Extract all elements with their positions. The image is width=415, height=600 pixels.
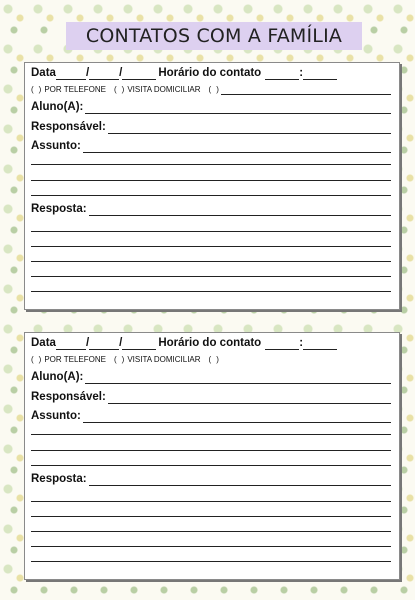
student-row bbox=[31, 101, 391, 114]
guardian-row bbox=[31, 391, 391, 404]
checkbox-close: ) bbox=[216, 355, 219, 364]
subject-line[interactable] bbox=[31, 164, 391, 165]
time-minute-field[interactable] bbox=[303, 339, 337, 350]
answer-line[interactable] bbox=[31, 561, 391, 562]
time-separator: : bbox=[299, 337, 304, 349]
subject-label: Assunto: bbox=[31, 410, 81, 422]
contact-type-row bbox=[31, 355, 391, 365]
guardian-field[interactable] bbox=[108, 393, 391, 404]
student-field[interactable] bbox=[85, 103, 391, 114]
contact-form-card-2 bbox=[24, 332, 400, 580]
answer-field[interactable] bbox=[89, 475, 391, 486]
checkbox-close: ) bbox=[216, 85, 219, 94]
option-visit-label: VISITA DOMICILIAR bbox=[127, 355, 201, 364]
guardian-label: Responsável: bbox=[31, 121, 106, 133]
answer-line[interactable] bbox=[31, 246, 391, 247]
date-separator: / bbox=[119, 337, 123, 349]
answer-line[interactable] bbox=[31, 291, 391, 292]
guardian-row bbox=[31, 121, 391, 134]
date-label: Data bbox=[31, 337, 56, 349]
page-title: CONTATOS COM A FAMÍLIA bbox=[85, 25, 343, 47]
subject-label: Assunto: bbox=[31, 140, 81, 152]
answer-line[interactable] bbox=[31, 261, 391, 262]
date-time-row bbox=[31, 337, 391, 350]
answer-row bbox=[31, 473, 391, 486]
student-row bbox=[31, 371, 391, 384]
checkbox-close: ) bbox=[38, 355, 42, 364]
student-field[interactable] bbox=[85, 373, 391, 384]
checkbox-open[interactable]: ( bbox=[114, 355, 117, 364]
answer-field[interactable] bbox=[89, 205, 391, 216]
subject-line[interactable] bbox=[31, 180, 391, 181]
option-visit-label: VISITA DOMICILIAR bbox=[127, 85, 201, 94]
date-day-field[interactable] bbox=[56, 69, 86, 80]
subject-line[interactable] bbox=[31, 434, 391, 435]
student-label: Aluno(A): bbox=[31, 101, 84, 113]
contact-type-row bbox=[31, 85, 391, 95]
subject-line[interactable] bbox=[31, 195, 391, 196]
answer-label: Resposta: bbox=[31, 473, 87, 485]
time-minute-field[interactable] bbox=[303, 69, 337, 80]
date-year-field[interactable] bbox=[122, 339, 156, 350]
time-separator: : bbox=[299, 67, 304, 79]
subject-field[interactable] bbox=[83, 142, 391, 153]
contact-form-card-1 bbox=[24, 62, 400, 310]
checkbox-open[interactable]: ( bbox=[208, 85, 212, 94]
title-banner bbox=[66, 22, 362, 50]
time-hour-field[interactable] bbox=[265, 69, 299, 80]
answer-line[interactable] bbox=[31, 276, 391, 277]
guardian-label: Responsável: bbox=[31, 391, 106, 403]
subject-line[interactable] bbox=[31, 450, 391, 451]
checkbox-close: ) bbox=[121, 85, 125, 94]
option-phone-label: POR TELEFONE bbox=[44, 355, 106, 364]
subject-line[interactable] bbox=[31, 465, 391, 466]
subject-field[interactable] bbox=[83, 412, 391, 423]
checkbox-open[interactable]: ( bbox=[31, 85, 34, 94]
option-phone-label: POR TELEFONE bbox=[44, 85, 106, 94]
checkbox-close: ) bbox=[121, 355, 125, 364]
checkbox-open[interactable]: ( bbox=[31, 355, 34, 364]
answer-line[interactable] bbox=[31, 231, 391, 232]
date-label: Data bbox=[31, 67, 56, 79]
date-day-field[interactable] bbox=[56, 339, 86, 350]
date-month-field[interactable] bbox=[89, 69, 119, 80]
date-separator: / bbox=[85, 67, 90, 79]
date-time-row bbox=[31, 67, 391, 80]
time-label: Horário do contato bbox=[158, 337, 262, 349]
date-separator: / bbox=[119, 67, 123, 79]
checkbox-open[interactable]: ( bbox=[114, 85, 117, 94]
time-hour-field[interactable] bbox=[265, 339, 299, 350]
answer-line[interactable] bbox=[31, 531, 391, 532]
answer-label: Resposta: bbox=[31, 203, 87, 215]
date-year-field[interactable] bbox=[122, 69, 156, 80]
answer-line[interactable] bbox=[31, 501, 391, 502]
date-month-field[interactable] bbox=[89, 339, 119, 350]
other-option-field[interactable] bbox=[221, 86, 391, 95]
answer-line[interactable] bbox=[31, 546, 391, 547]
guardian-field[interactable] bbox=[108, 123, 391, 134]
student-label: Aluno(A): bbox=[31, 371, 84, 383]
checkbox-close: ) bbox=[38, 85, 42, 94]
checkbox-open[interactable]: ( bbox=[208, 355, 212, 364]
date-separator: / bbox=[85, 337, 90, 349]
subject-row bbox=[31, 140, 391, 153]
subject-row bbox=[31, 410, 391, 423]
answer-row bbox=[31, 203, 391, 216]
answer-line[interactable] bbox=[31, 516, 391, 517]
time-label: Horário do contato bbox=[158, 67, 262, 79]
